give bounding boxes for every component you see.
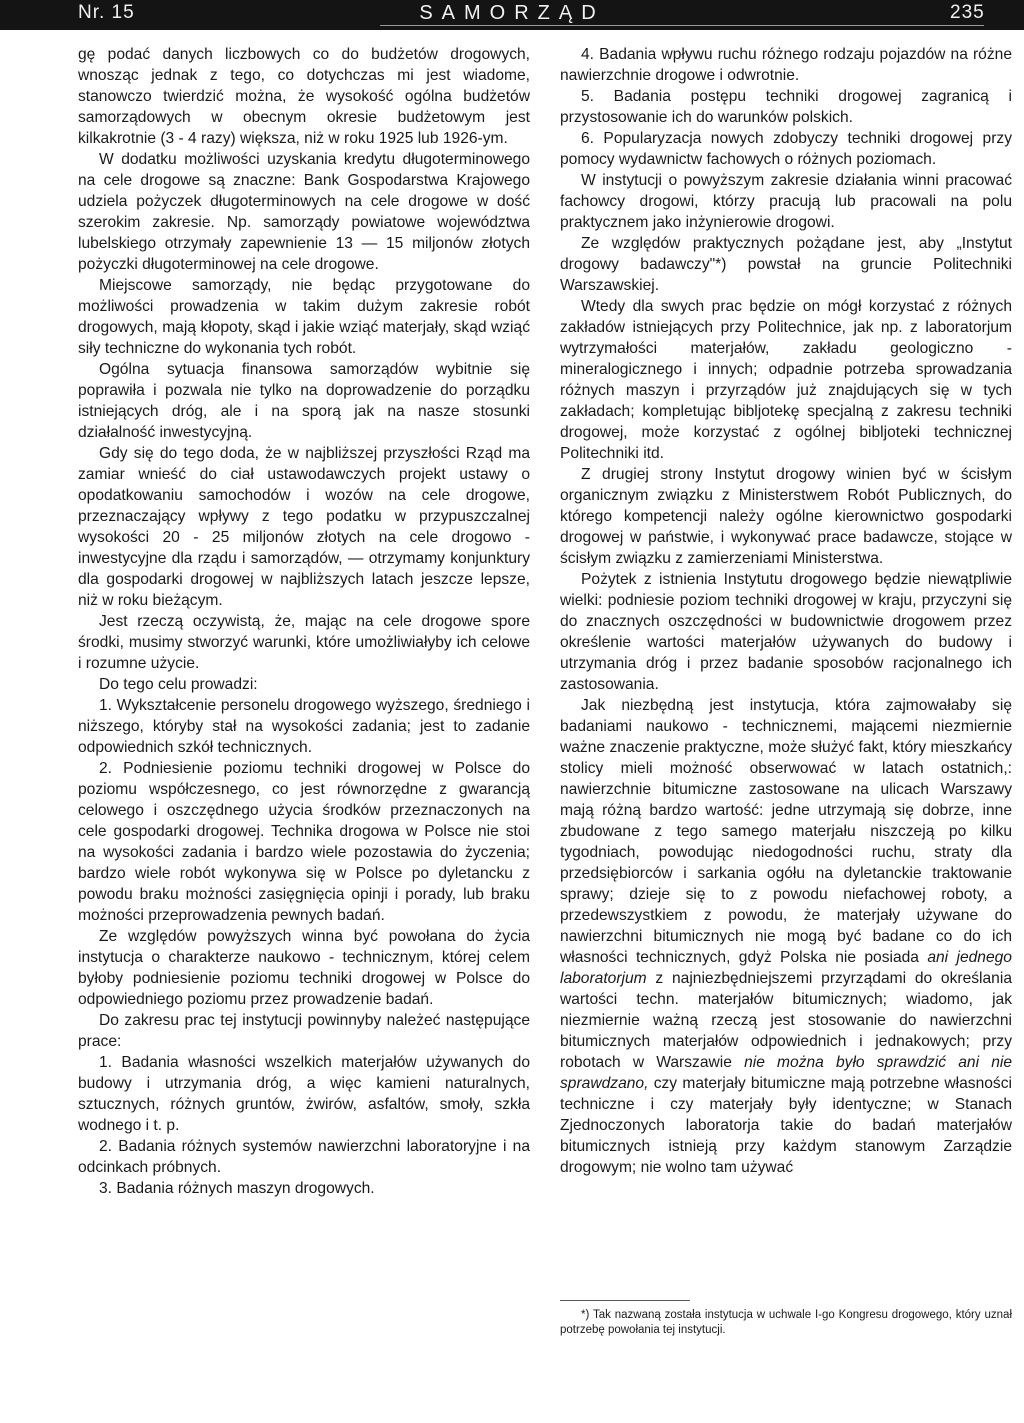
paragraph: 1. Badania własności wszelkich materjałów używanych do budowy i utrzymania dróg, a więc kamieni naturalnych, sztucznych, różnych gruntów, żwirów, asfaltów, smoły, szkła wodnego i t. p.: [78, 1054, 530, 1134]
paragraph: 6. Popularyzacja nowych zdobyczy techniki drogowej przy pomocy wydawnictw fachowych o różnych poziomach.: [560, 130, 1012, 168]
paragraph: Miejscowe samorządy, nie będąc przygotowane do możliwości prowadzenia w takim dużym zakresie robót drogowych, mają kłopoty, skąd i jakie wziąć materjały, skąd wziąć siły techniczne do wykonania tych robót.: [78, 277, 530, 357]
paragraph: Gdy się do tego doda, że w najbliższej przyszłości Rząd ma zamiar wnieść do ciał ustawodawczych projekt ustawy o opodatkowaniu samochodów i wozów na cele drogowe, przeznaczający wpływy z tego podatku w przypuszczalnej wysokości 20 - 25 miljonów złotych na cele drogowo - inwestycyjne dla rządu i samorządów, — otrzymamy konjunktury dla gospodarki drogowej w naj‍bliższych latach jeszcze lepsze, niż w roku bieżącym.: [78, 445, 530, 609]
paragraph: Ogólna sytuacja finansowa samorządów wybitnie się poprawiła i pozwala nie tylko na doprowadzenie do porządku istniejących dróg, ale i na sporą jak na nasze stosunki działalność inwestycyjną.: [78, 361, 530, 441]
journal-title: SAMORZĄD: [419, 2, 605, 24]
paragraph: 5. Badania postępu techniki drogowej zagranicą i przystosowanie ich do warunków polskich.: [560, 88, 1012, 126]
page-number: 235: [950, 2, 985, 23]
paragraph: Do tego celu prowadzi:: [99, 676, 258, 693]
header-rule: [380, 25, 984, 26]
paragraph: gę podać danych liczbowych co do budżetów drogowych, wnosząc jednak z tego, co dotychczas mi jest wiadome, stanowczo twierdzić można, że wysokość ogólna budżetów samorządowych w obecnym okresie budżetowym jest kilkakrotnie (3 - 4 razy) większa, niż w roku 1925 lub 1926-ym.: [78, 46, 530, 147]
paragraph: 1. Wykształcenie personelu drogowego wyższego, średniego i niższego, któryby stał na wysokości zadania; jest to zadanie odpowiednich szkół technicznych.: [78, 697, 530, 756]
paragraph: 3. Badania różnych maszyn drogowych.: [99, 1180, 375, 1197]
paragraph: Wtedy dla swych prac będzie on mógł korzystać z różnych zakładów istniejących przy Politechnice, jak np. z laboratorjum wytrzymałości materjałów, zakładu geologiczno - mineralogicznego i innych; odpadnie potrzeba sprowadzania różnych maszyn i przyrządów już znajdujących się w tych zakładach; kompletując bibljotekę specjalną z zakresu techniki drogowej, może korzystać z ogólnej bibljoteki technicznej Politechniki itd.: [560, 298, 1012, 462]
paragraph: 2. Badania różnych systemów nawierzchni laboratoryjne i na odcinkach próbnych.: [78, 1138, 530, 1176]
page-header: [0, 0, 1024, 30]
paragraph: Ze względów powyższych winna być powołana do życia instytucja o charakterze naukowo - technicznym, której celem byłoby podniesienie poziomu techniki drogowej w Polsce do odpowiedniego poziomu przez prowadzenie badań.: [78, 928, 530, 1008]
paragraph: Jak niezbędną jest instytucja, która zajmowałaby się badaniami naukowo - technicznemi, mającemi niezmiernie ważne znaczenie praktyczne, może służyć fakt, który mieszkańcy stolicy mieli możność obserwować w latach ostatnich,: nawierzchnie bitumiczne zastosowane na ulicach Warszawy mają różną bardzo wartość: jedne utrzymają się dobrze, inne zbudowane z tego samego materjału niszczeją po kilku tygodniach, powodując niedogodności ruchu, straty dla przedsiębiorców i sarkania ogółu na dyletanckie traktowanie sprawy; dzieje się to z powodu niefachowej roboty, a przedewszystkiem z powodu, że materjały używane do nawierzchni bitumicznych nie mogą być badane co do ich własności technicznych, gdyż Polska nie posiada ani jednego laboratorjum z najniezbędniejszemi przyrządami do określania wartości techn. materjałów bitumicznych; wiadomo, jak niezmiernie ważną rzeczą jest stosowanie do nawierzchni bitumicznych materjałów odpowiednich i jednakowych; przy robotach w Warszawie nie można było sprawdzić ani nie sprawdzano, czy materjały bitumiczne mają potrzebne własności techniczne i czy materjały były identyczne; w Stanach Zjednoczonych laboratorja takie do badań materjałów bitumicznych istnieją przy każdym stanowym Zarządzie drogowym; nie wolno tam używać: [560, 697, 1012, 1176]
issue-number: Nr. 15: [78, 2, 135, 23]
left-column: [78, 44, 530, 1197]
paragraph: 2. Podniesienie poziomu techniki drogowej w Polsce do poziomu współczesnego, co jest równorzędne z gwarancją celowego i oszczędnego użycia środków przeznaczonych na cele gospodarki drogowej. Technika drogowa w Polsce nie stoi na wysokości zadania i bardzo wiele pozostawia do życzenia; bardzo wiele robót wykonywa się w Polsce po dyletancku z powodu braku możności zasięgnięcia opinji i porady, lub braku możności przeprowadzenia pewnych badań.: [78, 760, 530, 924]
paragraph: Jest rzeczą oczywistą, że, mając na cele drogowe spore środki, musimy stworzyć warunki, które umożliwiałyby ich celowe i rozumne użycie.: [78, 613, 530, 672]
paragraph: Ze względów praktycznych pożądane jest, aby „Instytut drogowy badawczy"*) powstał na gruncie Politechniki Warszawskiej.: [560, 235, 1012, 294]
paragraph: W dodatku możliwości uzyskania kredytu długoterminowego na cele drogowe są znaczne: Bank Gospodarstwa Krajowego udziela pożyczek długoterminowych na cele drogowe w dość szerokim zakresie. Np. samorządy powiatowe województwa lubelskiego otrzymały zapewnienie 13 — 15 miljonów złotych pożyczki długoterminowej na cele drogowe.: [78, 151, 530, 273]
paragraph: Z drugiej strony Instytut drogowy winien być w ścisłym organicznym związku z Ministerstwem Robót Publicznych, do którego kompetencji należy ogólne kierownictwo gospodarki drogowej w państwie, i wykonywać prace badawcze, stojące w ścisłym związku z zamierzeniami Ministerstwa.: [560, 466, 1012, 567]
paragraph: W instytucji o powyższym zakresie działania winni pracować fachowcy drogowi, którzy pracują lub pracowali na polu praktycznem jako inżynierowie drogowi.: [560, 172, 1012, 231]
right-column: [560, 44, 1012, 1176]
footnote-rule: [560, 1300, 690, 1301]
footnote: *) Tak nazwaną została instytucja w uchwale I-go Kongresu drogowego, który uznał potrzebę powołania tej instytucji.: [560, 1309, 1012, 1336]
paragraph: Do zakresu prac tej instytucji powinnyby należeć następujące prace:: [78, 1012, 530, 1050]
paragraph: Pożytek z istnienia Instytutu drogowego będzie niewątpliwie wielki: podniesie poziom techniki drogowej w kraju, przyczyni się do znacznych oszczędności w budownictwie drogowem przez określenie wartości materjałów używanych do budowy i utrzymania dróg i przez badanie sposobów racjonalnego ich zastosowania.: [560, 571, 1012, 693]
paragraph: 4. Badania wpływu ruchu różnego rodzaju pojazdów na różne nawierzchnie drogowe i odwrotnie.: [560, 46, 1012, 84]
